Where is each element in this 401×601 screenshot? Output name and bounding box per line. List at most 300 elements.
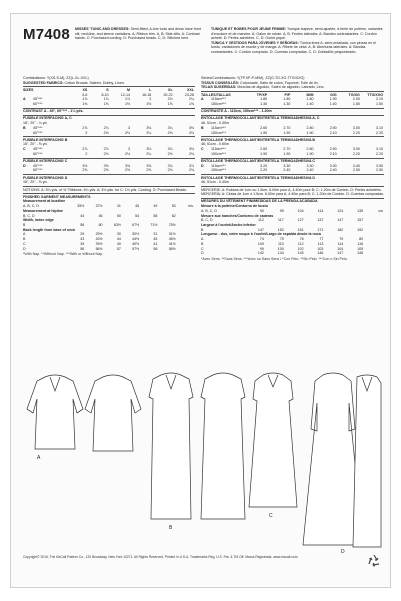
view-label-d: D xyxy=(341,549,345,554)
measurement-value: 29 xyxy=(80,232,85,237)
measurement-value: 45 xyxy=(153,237,158,242)
yardage-value: 2⅝ xyxy=(124,168,130,173)
fabric-width: 45"*** xyxy=(33,147,43,152)
yardage-value: 1½ xyxy=(146,102,152,107)
sens-note: *Avec Sens. **Sans Sens. ***Avec ou Sans Sens / *Con Pelo. **Sin Pelo. ***Con o Sin Pelo. xyxy=(201,256,348,261)
yardage-value: 1.90 xyxy=(260,151,268,156)
yardage-value: 1⅝ xyxy=(167,102,173,107)
measurement-value: 99 xyxy=(259,246,264,251)
fabric-width: 60"*** xyxy=(33,102,43,107)
measurement-value: 137 xyxy=(317,218,324,223)
fabric-width: 115cm*** xyxy=(211,163,226,168)
yardage-value: 3.30 xyxy=(306,163,314,168)
fusible-b-width: 18", 20" - ⅝ yd. xyxy=(23,142,48,147)
measurement-value: 100 xyxy=(277,246,284,251)
contrast-a: CONTRAST A - 45", 60"*** - 1¼ yds. xyxy=(23,108,195,114)
size-header-cell: TTG/XXG xyxy=(367,92,384,97)
view-letter: A xyxy=(201,97,204,102)
measurement-value: 114 xyxy=(337,241,344,246)
yardage-value: 2.50 xyxy=(376,168,384,173)
measurement-value: 53 xyxy=(171,204,176,209)
measurement-value: 124 xyxy=(337,208,344,213)
size-header-cell: XXL xyxy=(186,87,194,92)
header xyxy=(23,26,384,76)
yardage-value: 1.30 xyxy=(283,102,291,107)
fabric-width: 115cm*** xyxy=(211,125,226,130)
measurement-value: 146 xyxy=(317,251,324,256)
view-letters: A, B, C, D xyxy=(201,208,217,213)
yardage-value: 1⅜ xyxy=(82,102,88,107)
yardage-value: 1⅜ xyxy=(103,102,109,107)
entoilage-ac-width: 46, 51cm - 0.30m xyxy=(201,121,229,126)
tissus-label: TISSUS CONSEILLÉS: xyxy=(201,80,240,85)
yardage-value: 2¼ xyxy=(146,151,152,156)
measurement-value: 157 xyxy=(357,218,364,223)
view-label-b: B xyxy=(169,525,173,531)
measurement-value: 49 xyxy=(153,204,158,209)
yardage-value: 1⅞ xyxy=(103,97,109,102)
yardage-value: 2.50 xyxy=(352,168,360,173)
yardage-value: 2⅞ xyxy=(82,125,88,130)
measurement-value: 41½ xyxy=(168,241,176,246)
fusible-ac: FUSIBLE INTERFACING A, C xyxy=(23,115,195,121)
yardage-value: 3.00 xyxy=(352,125,360,130)
measurement-value: 145 xyxy=(297,251,304,256)
yardage-value: 2⅜ xyxy=(82,168,88,173)
yardage-value: 1.90 xyxy=(306,151,314,156)
yardage-row xyxy=(201,102,384,107)
line-drawings xyxy=(23,369,384,554)
yardage-value: 2.20 xyxy=(376,130,384,135)
yardage-value: 2⅛ xyxy=(103,151,109,156)
fusible-c: FUSIBLE INTERFACING C xyxy=(23,158,195,164)
view-letters: C xyxy=(23,241,26,246)
measurement-value: 43½ xyxy=(95,237,103,242)
measurement-value: 50 xyxy=(116,213,121,218)
fr-title: TUNIQUE ET ROBES POUR JEUNE FEMME: xyxy=(211,27,287,31)
suggested-fabrics: Cotton Broads, Sateen, Dobby, Linen. xyxy=(64,80,125,85)
view-letter xyxy=(201,131,211,136)
measurement-value xyxy=(177,223,195,228)
measurement-value: 152 xyxy=(277,227,284,232)
yardage-value: 2.40 xyxy=(283,168,291,173)
view-letter xyxy=(201,168,211,173)
view-letter xyxy=(23,168,33,173)
yardage-value: 3.40 xyxy=(352,163,360,168)
size-header-cell: P/P xyxy=(284,92,291,97)
measurement-value xyxy=(364,218,384,223)
measurement-value: 104 xyxy=(297,208,304,213)
yardage-value: 2.20 xyxy=(352,130,360,135)
view-letter: C xyxy=(23,147,26,152)
view-letters: B, C, D xyxy=(23,213,35,218)
yardage-value: 2⅞ xyxy=(82,147,88,152)
es-title: TÚNICA Y VESTIDOS PARA JÓVENES Y SEÑORAS: xyxy=(211,40,299,45)
fabric-width: 60"*** xyxy=(33,168,43,173)
yardage-row xyxy=(23,152,195,157)
yardage-value: 1⅞ xyxy=(124,97,130,102)
yardage-value: 3.10 xyxy=(376,125,384,130)
yardage-value: 2.80 xyxy=(306,147,314,152)
measurement-row xyxy=(23,247,195,252)
view-letter: B xyxy=(201,125,204,130)
contraste-a: CONTRASTE A - 115cm, 150cm*** - 1.20m xyxy=(201,108,384,114)
view-letter: A xyxy=(23,97,26,102)
yardage-value: 2⅛ xyxy=(103,130,109,135)
bust-label: Measurement at bustline xyxy=(23,199,66,204)
size-header-cell: S xyxy=(106,87,109,92)
garment-illustrations xyxy=(23,369,384,554)
measurement-value: 148 xyxy=(357,251,364,256)
measurement-value: 31½ xyxy=(168,232,176,237)
measurement-value: 67½ xyxy=(132,222,140,227)
measurement-value: 39½ xyxy=(95,241,103,246)
yardage-value: 3 xyxy=(127,125,130,130)
fusible-d: FUSIBLE INTERFACING D xyxy=(23,174,195,180)
measurement-value: 35½ xyxy=(77,204,85,209)
measurement-value: 71½ xyxy=(150,222,158,227)
size-header-cell: XS xyxy=(82,87,88,92)
view-letter xyxy=(23,102,33,107)
measurement-value: 80 xyxy=(359,237,364,242)
longueur-label: Longueur - dos, votre nuque à l'ourlet/Largo de espalda desde la nuca xyxy=(201,232,321,237)
yardage-value: 3⅛ xyxy=(146,125,152,130)
yardage-value: 1½ xyxy=(124,102,130,107)
yardage-value: 1.90 xyxy=(283,151,291,156)
measurement-value: 77 xyxy=(319,237,324,242)
pattern-number: M7408 xyxy=(23,26,70,43)
yardage-value: 2⅜ xyxy=(188,130,194,135)
yardage-value: 2.60 xyxy=(260,147,268,152)
mesures-title: MESURES DU VÊTEMENT FINI/MEDIDAS DE LA PRENDA ACABADA xyxy=(201,198,384,204)
english-yardage-column xyxy=(23,76,195,257)
measurement-value: 113 xyxy=(317,241,324,246)
size-header-cell: L xyxy=(149,87,152,92)
finished-measurements-title: FINISHED GARMENT MEASUREMENTS xyxy=(23,193,195,199)
yardage-value: 2.60 xyxy=(260,125,268,130)
measurement-value: 192 xyxy=(357,227,364,232)
measurement-value: 31 xyxy=(153,232,158,237)
hip-label: Measurement at hipline xyxy=(23,208,63,213)
fusible-d-width: 18", 20" - ⅜ yd. xyxy=(23,180,48,185)
view-letter xyxy=(201,102,211,107)
measurement-value: 103 xyxy=(317,246,324,251)
yardage-value: 3¾ xyxy=(167,163,173,168)
telas-label: TELAS SUGERIDAS: xyxy=(201,85,237,90)
yardage-value: 3 xyxy=(127,147,130,152)
yardage-value: 1.90 xyxy=(260,130,268,135)
yardage-value: 3¼ xyxy=(167,125,173,130)
mercerie: MERCERIE: A: Rubans de 1cm ou 1.5cm. 6.00m pour A, 4.40m pour B; C: 1.20m de Cordon. D: Perles achetées. xyxy=(201,186,384,192)
yardage-value: 2.70 xyxy=(283,147,291,152)
measurement-value: 76 xyxy=(299,237,304,242)
fabric-width: 150cm*** xyxy=(211,151,226,156)
view-letters: B xyxy=(201,227,204,232)
entoilage-b-width: 46, 51cm - 0.60m xyxy=(201,142,229,147)
size-header-cell: 12-14 xyxy=(120,92,130,97)
measurement-value: 171 xyxy=(317,227,324,232)
size-header-cell: 20-22 xyxy=(163,92,173,97)
yardage-value: 3⅝ xyxy=(146,163,152,168)
yardage-row xyxy=(201,131,384,136)
measurement-value: 74 xyxy=(259,237,264,242)
measurement-value: 75½ xyxy=(168,222,176,227)
fabric-width: 150cm*** xyxy=(211,130,226,135)
hanches-label: Mesure aux hanches/Contorno de caderas xyxy=(201,213,274,218)
sizes-line: Combinations: Y(XS-S-M), ZZ(L-XL-XXL) xyxy=(23,76,89,80)
view-letters: A xyxy=(201,237,204,242)
yardage-value: 1⅞ xyxy=(82,97,88,102)
entoilage-b: ENTOLLAGE THERMOCOLLANT/ENTRETELA TERMOADHESIVA B xyxy=(201,136,384,142)
measurement-value: 44½ xyxy=(132,237,140,242)
yardage-value: 2.20 xyxy=(260,168,268,173)
yardage-value: 3.50 xyxy=(376,163,384,168)
size-header-cell: SIZES xyxy=(23,87,34,92)
measurement-value: 75 xyxy=(279,237,284,242)
size-header-cell: 4-6 xyxy=(82,92,88,97)
yardage-value: 2⅞ xyxy=(103,147,109,152)
size-header-cell: M xyxy=(126,87,130,92)
yardage-value: 1.50 xyxy=(352,102,360,107)
merceria: MERCERÍA: A: Cintas de 1cm ó 1.5cm. 6.00m para A, 4.40m para B; C: 1.20m de Cordón. D: Cuentas compradas. xyxy=(201,192,384,197)
fabric-width: 150cm*** xyxy=(211,102,226,107)
measurement-value: 147 xyxy=(257,227,264,232)
yardage-value: 2⅛ xyxy=(124,151,130,156)
fabric-width: 115cm*** xyxy=(211,147,226,152)
measurement-value: 147 xyxy=(337,218,344,223)
measurement-value: 30 xyxy=(116,232,121,237)
measurement-value: 39 xyxy=(80,241,85,246)
measurement-value: cm xyxy=(378,208,384,213)
entoilage-c: ENTOLLAGE THERMOCOLLANT/ENTRETELA TERMOADHESIVA C xyxy=(201,158,384,164)
yardage-value: 2.40 xyxy=(306,168,314,173)
measurement-value: 161 xyxy=(297,227,304,232)
yardage-value: 1.90 xyxy=(329,97,337,102)
measurement-value: 58 xyxy=(80,222,85,227)
measurement-value: 41 xyxy=(153,241,158,246)
measurement-value: 105 xyxy=(357,246,364,251)
yardage-value: 2 xyxy=(85,151,88,156)
yardage-value: 3¼ xyxy=(167,147,173,152)
yardage-value: 2.70 xyxy=(283,125,291,130)
view-letter xyxy=(23,152,33,157)
yardage-value: 2.10 xyxy=(329,151,337,156)
view-letter: B xyxy=(23,125,26,130)
measurement-value: 60 xyxy=(98,222,103,227)
yardage-value: 2.20 xyxy=(376,151,384,156)
yardage-value: 2⅜ xyxy=(167,151,173,156)
measurement-value: 56 xyxy=(80,246,85,251)
measurement-value: 95 xyxy=(279,208,284,213)
fabric-width: 60"*** xyxy=(33,130,43,135)
measurement-value: 112 xyxy=(297,241,304,246)
view-letters: A xyxy=(23,232,26,237)
fabric-width: 150cm*** xyxy=(211,168,226,173)
yardage-value: 2⅞ xyxy=(103,125,109,130)
measurement-value: 54 xyxy=(135,213,140,218)
nap-note: *With Nap. **Without Nap. ***With or Without Nap. xyxy=(23,252,104,257)
yardage-value: 2¾ xyxy=(188,168,194,173)
recycle-icon xyxy=(366,553,382,569)
yardage-value: 3⅝ xyxy=(124,163,130,168)
yardage-value: 3.30 xyxy=(283,163,291,168)
yardage-row xyxy=(201,168,384,173)
yardage-value: 3.30 xyxy=(329,163,337,168)
fabric-width: 45"*** xyxy=(33,163,43,168)
view-letters: D xyxy=(23,246,26,251)
measurement-value: 112 xyxy=(258,218,264,223)
yardage-value: 2.90 xyxy=(329,147,337,152)
pattern-envelope-back xyxy=(10,13,391,588)
measurement-row xyxy=(201,209,384,214)
measurement-value: 41 xyxy=(116,204,121,209)
width-label: Width, lower edge xyxy=(23,218,54,223)
measurement-value: 62 xyxy=(171,213,176,218)
fr-es-description xyxy=(211,27,384,55)
metric-yardage-column xyxy=(201,76,384,262)
yardage-value: 3.10 xyxy=(376,147,384,152)
yardage-value: 1.90 xyxy=(306,130,314,135)
view-letters: B xyxy=(23,237,26,242)
back-length-label: Back length from base of neck xyxy=(23,227,76,232)
yardage-row xyxy=(23,168,195,173)
measurement-value: 46 xyxy=(98,213,103,218)
fr-desc: Tunique trapèze, semi-ajustée, à fente de poitrine, variantes d'encolure et de manche. A: Galon de ruban. A, B: Fentes latérales. A: Bandes contrastantes. C: Cordon acheté. D: Perles achetées. C, D: Ourlet piqué. xyxy=(211,27,383,41)
size-header-cell: XL xyxy=(168,87,173,92)
yardage-row xyxy=(23,102,195,107)
measurement-value: 29½ xyxy=(95,232,103,237)
measurement-value: 90 xyxy=(259,208,264,213)
yardage-value: 2.10 xyxy=(376,97,384,102)
yardage-value: 2 xyxy=(149,97,152,102)
measurement-value: 40 xyxy=(116,241,121,246)
view-letter: D xyxy=(23,163,26,168)
measurement-value: 58 xyxy=(153,213,158,218)
view-letter: D xyxy=(201,163,204,168)
measurement-value: 57 xyxy=(116,246,121,251)
size-header-cell: 24-26 xyxy=(184,92,194,97)
yardage-value: 1.80 xyxy=(283,97,291,102)
measurement-value: 102 xyxy=(297,246,304,251)
measurement-value: 79 xyxy=(339,237,344,242)
yardage-value: 3.00 xyxy=(352,147,360,152)
view-letters: B xyxy=(23,222,26,227)
yardage-value: 1.80 xyxy=(306,97,314,102)
size-header-cell: 16-18 xyxy=(142,92,152,97)
yardage-value: 2 xyxy=(85,130,88,135)
measurement-value: 44 xyxy=(116,237,121,242)
view-letter xyxy=(23,131,33,136)
view-letters: B xyxy=(201,241,204,246)
yardage-value: 2⅝ xyxy=(103,168,109,173)
measurement-value: 37½ xyxy=(95,204,103,209)
view-letters: C xyxy=(201,246,204,251)
poitrine-label: Mesure à la poitrine/Contorno de busto xyxy=(201,204,268,209)
measurement-value: 142 xyxy=(257,251,264,256)
telas: Mezclas de algodón, Satén de algodón, Labrado, Lino. xyxy=(237,85,325,90)
measurement-value: 44 xyxy=(80,213,85,218)
largeur-label: Largeur à l'ourlet/Ancho inferior xyxy=(201,222,256,227)
yardage-value: 1.80 xyxy=(260,97,268,102)
measurement-value: 104 xyxy=(337,246,344,251)
view-label-c: C xyxy=(269,513,273,519)
measurement-value: 135 xyxy=(357,208,364,213)
measurement-value: 109 xyxy=(257,241,264,246)
yardage-value: 3.20 xyxy=(260,163,268,168)
yardage-value: 1.90 xyxy=(283,130,291,135)
yardage-value: 1.40 xyxy=(329,102,337,107)
fabric-width: 45"*** xyxy=(33,125,43,130)
size-header-cell: 8-10 xyxy=(101,92,109,97)
measurement-value: 56½ xyxy=(95,246,103,251)
view-letters: D xyxy=(201,251,204,256)
copyright-footer: Copyright© 2016, The McCall Pattern Co., 120 Broadway, New York 10271. All Rights Reserved. Printed in U.S.A. Trademarks Reg. U.S. Pat. & TM Off. Marca Registrada. www.mccall.com xyxy=(23,555,298,559)
size-header-cell: TP/XP xyxy=(256,92,268,97)
fabric-width: 45"*** xyxy=(33,97,43,102)
size-header-cell: TG/XG xyxy=(348,92,360,97)
view-letters: A, B, C, D xyxy=(23,204,39,209)
entoilage-d: ENTOLLAGE THERMOCOLLANT/ENTRETELA TERMOADHESIVA D xyxy=(201,174,384,180)
view-label-a: A xyxy=(37,455,41,461)
measurement-value: 63½ xyxy=(113,222,121,227)
notions: NOTIONS: A: 5¼ yds. of ⅜" Ribbons. 6¼ yds. A: 4⅛ yds. for C: 1⅛ yds. Cording. D: Purchased Beads. xyxy=(23,186,195,192)
yardage-value: 1.30 xyxy=(260,102,268,107)
size-header-cell: M/M xyxy=(306,92,314,97)
fusible-ac-width: 18", 20" - ¼ yd. xyxy=(23,121,48,126)
yardage-value: 2⅝ xyxy=(146,168,152,173)
measurement-value: 116 xyxy=(357,241,364,246)
yardage-value: 3⅞ xyxy=(188,163,194,168)
measurement-value: 144 xyxy=(277,251,284,256)
measurement-value: 117 xyxy=(277,218,284,223)
yardage-value: 1.40 xyxy=(306,102,314,107)
yardage-row xyxy=(23,131,195,136)
measurement-value xyxy=(364,228,384,233)
yardage-value: 3⅛ xyxy=(146,147,152,152)
yardage-value: 3⅝ xyxy=(103,163,109,168)
yardage-value: 2⅛ xyxy=(167,97,173,102)
english-description xyxy=(75,27,203,41)
measurement-value xyxy=(177,214,195,219)
series-line: Séries/Combinaisons: Y(TP.XP-P-M/M), ZZ(G-TG-XG-TTG/XXG) xyxy=(201,76,305,80)
measurement-value: ins. xyxy=(188,204,194,209)
measurement-row xyxy=(23,223,195,228)
yardage-value: 2¼ xyxy=(146,130,152,135)
measurement-value: 57½ xyxy=(132,246,140,251)
es-desc: Túnica línea A, semi-entallada, con pinzas en el busto, variaciones de escote y de manga. A: Ribete de cinta. A, B: Aberturas laterales. A: Bandas contrastantes. C: Cordón comprado. D: Cuentas compradas. C, D: Dobladillo pespunteado. xyxy=(211,40,376,54)
yardage-value: 2¼ xyxy=(188,97,194,102)
yardage-value: 3⅜ xyxy=(188,147,194,152)
view-letter xyxy=(201,152,211,157)
yardage-value: 2⅛ xyxy=(124,130,130,135)
view-letters: B, C, D xyxy=(201,218,213,223)
yardage-value: 2¾ xyxy=(167,168,173,173)
en-title: MISSES' TUNIC AND DRESSES: xyxy=(75,27,130,31)
entoilage-d-width: 46, 51cm - 0.40m xyxy=(201,180,229,185)
en-desc: Semi-fitted, A-line tunic and dress have front slit, neckline, and sleeve variations. A: Ribbon trim. A, B: Side slits. A: Contrast bands. C: Purchased cording. D: Purchased beads. C, D: Stitched hem. xyxy=(75,27,201,41)
fabric-width: 60"*** xyxy=(33,151,43,156)
measurement-value xyxy=(177,247,195,252)
measurement-value: 43 xyxy=(80,237,85,242)
yardage-value: 3⅜ xyxy=(188,125,194,130)
yardage-value: 3½ xyxy=(82,163,88,168)
yardage-value: 1.50 xyxy=(376,102,384,107)
measurement-value: 147 xyxy=(337,251,344,256)
yardage-row xyxy=(201,152,384,157)
measurement-value: 114 xyxy=(317,208,324,213)
yardage-value: 2.20 xyxy=(352,151,360,156)
measurement-value: 182 xyxy=(337,227,344,232)
